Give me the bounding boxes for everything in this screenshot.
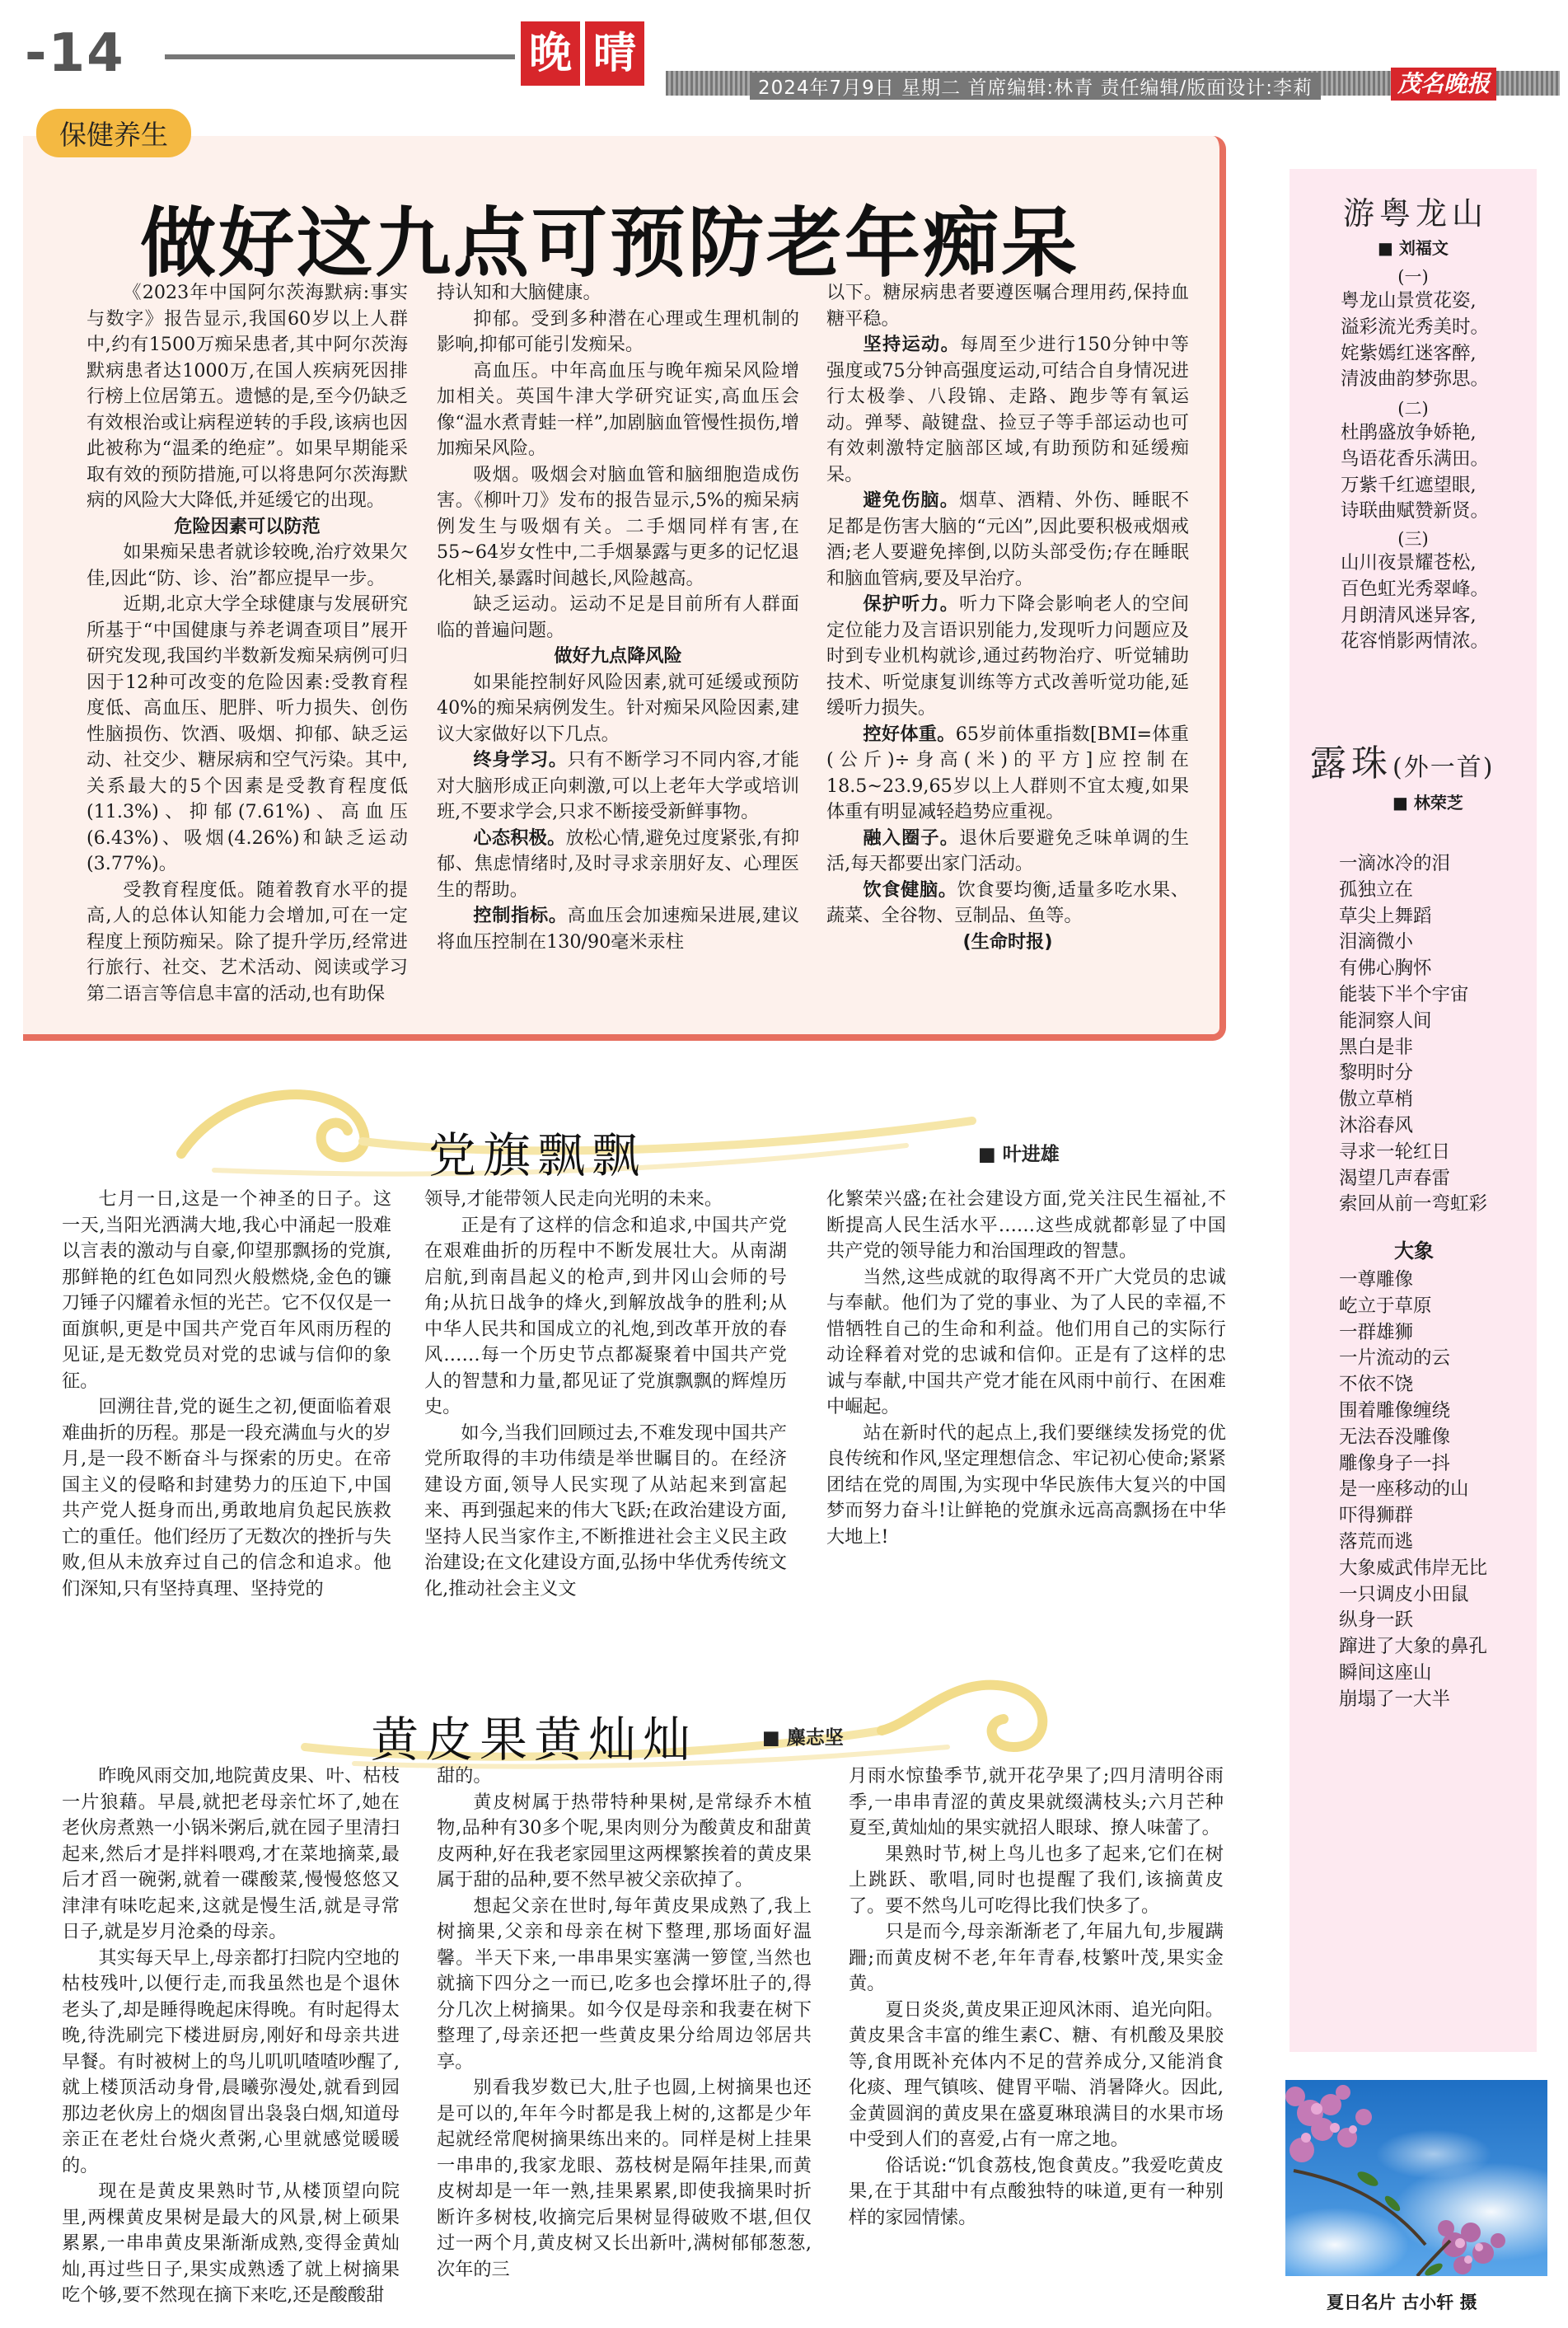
paragraph: 黄皮树属于热带特种果树,是常绿乔木植物,品种有30多个呢,果肉则分为酸黄皮和甜黄皮两种,好在我老家园里这两棵繁挨着的黄皮果属于甜的品种,要不然早被父亲砍掉了。 — [437, 1791, 812, 1890]
tip-text: 退休后要避免乏味单调的生活,每天都要出家门活动。 — [826, 827, 1190, 874]
poem-line: 围着雕像缠绕 — [1339, 1399, 1451, 1422]
tip-text: 每周至少进行150分钟中等强度或75分钟高强度运动,可结合自身情况进行太极拳、八段锦、走路、跑步等有氧运动。弹琴、敲键盘、捡豆子等手部运动也可有效刺激特定脑部区域,有助预防和延缓痴呆。 — [826, 334, 1189, 485]
paragraph: 如今,当我们回顾过去,不难发现中国共产党所取得的丰功伟绩是举世瞩目的。在经济建设方面,领导人民实现了从站起来到富起来、再到强起来的伟大飞跃;在政治建设方面,坚持人民当家作主,不断推进社会主义民主政治建设;在文化建设方面,弘扬中华优秀传统文化,推动社会主义文 — [424, 1422, 787, 1600]
photo-caption: 夏日名片 古小轩 摄 — [1327, 2293, 1477, 2312]
paragraph: 俗话说:“饥食荔枝,饱食黄皮。”我爱吃黄皮果,在于其甜中有点酸独特的味道,更有一种别样的家园情愫。 — [849, 2154, 1224, 2228]
poem-2-title-suffix: (外一首) — [1392, 753, 1495, 782]
poem-line: 无法吞没雕像 — [1339, 1426, 1451, 1448]
poem-2-author: ■ 林荣芝 — [1392, 789, 1463, 813]
poem-line: 鸟语花香乐满田。 — [1341, 447, 1490, 470]
subheading: 做好九点降风险 — [554, 645, 682, 667]
tip-item — [826, 332, 1189, 488]
poem-line: 黎明时分 — [1339, 1062, 1414, 1084]
tip-item — [437, 903, 799, 955]
section-name — [521, 21, 644, 86]
poem-3-body — [1339, 1267, 1487, 1713]
stanza-number: (一) — [1397, 267, 1429, 287]
tip-item — [826, 826, 1189, 878]
poem-line: 渴望几声春雷 — [1339, 1167, 1451, 1189]
paragraph: 吸烟。吸烟会对脑血管和脑细胞造成伤害。《柳叶刀》发布的报告显示,5%的痴呆病例发生与吸烟有关。二手烟同样有害,在55~64岁女性中,二手烟暴露与更多的记忆退化相关,暴露时间越长,风险越高。 — [437, 463, 799, 589]
poem-line: 瞬间这座山 — [1339, 1661, 1432, 1684]
poem-line: 傲立草梢 — [1339, 1089, 1414, 1111]
tip-text: 饮食要均衡,适量多吃水果、蔬菜、全谷物、豆制品、鱼等。 — [826, 878, 1189, 926]
stanza — [1341, 550, 1489, 655]
header-rule — [165, 54, 515, 59]
fruit-col-2 — [437, 1764, 812, 2283]
paragraph: 站在新时代的起点上,我们要继续发扬党的优良传统和作风,坚定理想信念、牢记初心使命;紧紧团结在党的周围,为实现中华民族伟大复兴的中国梦而努力奋斗!让鲜艳的党旗永远高高飘扬在中华大地上! — [826, 1422, 1226, 1548]
poem-line: 雕像身子一抖 — [1339, 1452, 1451, 1474]
poem-line: 落荒而逃 — [1339, 1530, 1414, 1553]
poem-line: 草尖上舞蹈 — [1339, 905, 1432, 927]
poem-line: 能装下半个宇宙 — [1339, 983, 1469, 1005]
poem-line: 一滴冰冷的泪 — [1339, 853, 1451, 874]
stanza — [1341, 288, 1489, 393]
tip-key: 融入圈子。 — [863, 827, 960, 849]
paragraph: 昨晚风雨交加,地院黄皮果、叶、枯枝一片狼藉。早晨,就把老母亲忙坏了,她在老伙房煮熟一小锅米粥后,就在园子里清扫起来,然后才是拌料喂鸡,才在菜地摘菜,最后才舀一碗粥,就着一碟酸菜,慢慢悠悠又津津有味吃起来,这就是慢生活,就是寻常日子,就是岁月沧桑的母亲。 — [62, 1765, 400, 1942]
tip-key: 坚持运动。 — [863, 334, 961, 355]
party-col-1 — [62, 1187, 391, 1602]
health-col-3 — [826, 280, 1189, 955]
paragraph: 甜的。 — [437, 1765, 492, 1787]
tip-text: 烟草、酒精、外伤、睡眠不足都是伤害大脑的“元凶”,因此要积极戒烟戒酒;老人要避免摔倒,以防头部受伤;存在睡眠和脑血管病,要及早治疗。 — [826, 489, 1190, 589]
tip-key: 避免伤脑。 — [863, 489, 960, 511]
paragraph: 夏日炎炎,黄皮果正迎风沐雨、追光向阳。黄皮果含丰富的维生素C、糖、有机酸及果胶等,食用既补充体内不足的营养成分,又能消食化痰、理气镇咳、健胃平喘、消暑降火。因此,金黄圆润的黄皮果在盛夏琳琅满目的水果市场中受到人们的喜爱,占有一席之地。 — [849, 1998, 1224, 2150]
poem-line: 花容悄影两情浓。 — [1341, 630, 1490, 653]
poem-1-title: 游粤龙山 — [1343, 195, 1489, 232]
paragraph: 只是而今,母亲渐渐老了,年届九旬,步履蹒跚;而黄皮树不老,年年青春,枝繁叶茂,果实金黄。 — [849, 1921, 1224, 1994]
poem-line: 纵身一跃 — [1339, 1609, 1414, 1632]
poem-1-author: ■ 刘福文 — [1378, 235, 1449, 259]
poem-line: 是一座移动的山 — [1339, 1478, 1469, 1501]
tip-key: 终身学习。 — [473, 749, 568, 771]
paragraph: 现在是黄皮果熟时节,从楼顶望向院里,两棵黄皮果树是最大的风景,树上硕果累累,一串串黄皮果渐渐成熟,变得金黄灿灿,再过些日子,果实成熟透了就上树摘果吃个够,要不然现在摘下来吃,还是酸酸甜 — [62, 2180, 400, 2306]
paragraph: 缺乏运动。运动不足是目前所有人群面临的普遍问题。 — [437, 593, 799, 641]
poem-line: 黑白是非 — [1339, 1036, 1414, 1058]
header-meta: 2024年7月9日 星期二 首席编辑:林青 责任编辑/版面设计:李莉 — [750, 73, 1321, 100]
poem-line: 不依不饶 — [1339, 1374, 1414, 1396]
tip-text: 65岁前体重指数[BMI=体重(公斤)÷身高(米)的平方]应控制在18.5~23.9,65岁以上人群则不宜太瘦,如果体重有明显减轻趋势应重视。 — [826, 723, 1189, 822]
stanza-number: (三) — [1397, 529, 1429, 549]
poem-line: 蹿进了大象的鼻孔 — [1339, 1636, 1488, 1658]
poem-line: 屹立于草原 — [1339, 1295, 1432, 1317]
stanza — [1341, 420, 1489, 525]
poem-line: 一只调皮小田鼠 — [1339, 1583, 1469, 1605]
poem-line: 一群雄狮 — [1339, 1321, 1414, 1343]
poem-line: 沐浴春风 — [1339, 1114, 1414, 1136]
poem-2-title — [1310, 733, 1494, 786]
source: (生命时报) — [962, 930, 1053, 953]
health-col-2 — [437, 280, 799, 955]
paragraph: 抑郁。受到多种潜在心理或生理机制的影响,抑郁可能引发痴呆。 — [437, 307, 799, 355]
poem-line: 溢彩流光秀美时。 — [1341, 316, 1490, 338]
fruit-author: ■ 麋志坚 — [762, 1722, 844, 1750]
tip-key: 控好体重。 — [863, 723, 956, 745]
tip-key: 控制指标。 — [473, 905, 568, 926]
stanza-number: (二) — [1397, 399, 1429, 419]
tip-item — [826, 592, 1189, 722]
poem-line: 能洞察人间 — [1339, 1009, 1432, 1032]
poem-line: 杜鹃盛放争娇艳, — [1341, 422, 1477, 443]
party-col-2 — [424, 1187, 787, 1602]
poem-line: 大象威武伟岸无比 — [1339, 1557, 1488, 1579]
poem-2-body — [1339, 851, 1487, 1218]
tip-item — [826, 878, 1189, 930]
fruit-title: 黄皮果黄灿灿 — [371, 1712, 698, 1768]
paragraph: 果熟时节,树上鸟儿也多了起来,它们在树上跳跃、歌唱,同时也提醒了我们,该摘黄皮了。要不然鸟儿可吃得比我们快多了。 — [849, 1843, 1224, 1917]
poem-line: 一尊雕像 — [1339, 1269, 1414, 1290]
paragraph: 化繁荣兴盛;在社会建设方面,党关注民生福祉,不断提高人民生活水平……这些成就都彰显了中国共产党的领导能力和治国理政的智慧。 — [826, 1188, 1226, 1262]
paragraph: 当然,这些成就的取得离不开广大党员的忠诚与奉献。他们为了党的事业、为了人民的幸福,不惜牺牲自己的生命和利益。他们用自己的实际行动诠释着对党的忠诚和信仰。正是有了这样的忠诚与奉献,中国共产党才能在风雨中前行、在困难中崛起。 — [826, 1266, 1226, 1417]
section-char: 晴 — [585, 21, 644, 86]
paragraph: 七月一日,这是一个神圣的日子。这一天,当阳光洒满大地,我心中涌起一股难以言表的激动与自豪,仰望那飘扬的党旗,那鲜艳的红色如同烈火般燃烧,金色的镰刀锤子闪耀着永恒的光芒。它不仅仅是一面旗帜,更是中国共产党百年风雨历程的见证,是无数党员对党的忠诚与信仰的象征。 — [62, 1188, 391, 1392]
poem-line: 孤独立在 — [1339, 878, 1414, 901]
party-title: 党旗飘飘 — [428, 1127, 647, 1183]
fruit-col-3 — [849, 1764, 1224, 2231]
paragraph: 正是有了这样的信念和追求,中国共产党在艰难曲折的历程中不断发展壮大。从南湖启航,到南昌起义的枪声,到井冈山会师的号角;从抗日战争的烽火,到解放战争的胜利;从中华人民共和国成立的礼炮,到改革开放的春风……每一个历史节点都凝聚着中国共产党人的智慧和力量,都见证了党旗飘飘的辉煌历史。 — [424, 1214, 787, 1417]
poem-line: 百色虹光秀翠峰。 — [1341, 578, 1490, 600]
poem-line: 月朗清风迷异客, — [1341, 604, 1477, 626]
paragraph: 想起父亲在世时,每年黄皮果成熟了,我上树摘果,父亲和母亲在树下整理,那场面好温馨。半天下来,一串串果实塞满一箩筐,当然也就摘下四分之一而已,吃多也会撑坏肚子的,得分几次上树摘果。如今仅是母亲和我妻在树下整理了,母亲还把一些黄皮果分给周边邻居共享。 — [437, 1895, 812, 2073]
poem-2-title-main: 露珠 — [1310, 742, 1392, 785]
paragraph: 《2023年中国阿尔茨海默病:事实与数字》报告显示,我国60岁以上人群中,约有1500万痴呆患者,其中阿尔茨海默病患者达1000万,在国人疾病死因排行榜上位居第五。遗憾的是,至今仍缺乏有效根治或让病程逆转的手段,该病也因此被称为“温柔的绝症”。如果早期能采取有效的预防措施,可以将患阿尔茨海默病的风险大大降低,并延缓它的出现。 — [87, 282, 408, 511]
section-char: 晚 — [521, 21, 580, 86]
health-title: 做好这九点可预防老年痴呆 — [140, 199, 1080, 288]
paragraph: 如果能控制好风险因素,就可延缓或预防40%的痴呆病例发生。针对痴呆风险因素,建议大家做好以下几点。 — [437, 671, 799, 745]
tip-key: 保护听力。 — [863, 593, 960, 615]
paragraph: 持认知和大脑健康。 — [437, 282, 601, 303]
paragraph: 高血压。中年高血压与晚年痴呆风险增加相关。英国牛津大学研究证实,高血压会像“温水煮青蛙一样”,加剧脑血管慢性损伤,增加痴呆风险。 — [437, 359, 799, 459]
paragraph: 其实每天早上,母亲都打扫院内空地的枯枝残叶,以便行走,而我虽然也是个退休老头了,却是睡得晚起床得晚。有时起得太晚,待洗刷完下楼进厨房,刚好和母亲共进早餐。有时被树上的鸟儿叽叽喳喳吵醒了,就上楼顶活动身骨,晨曦弥漫处,就看到园那边老伙房上的烟囱冒出袅袅白烟,知道母亲正在老灶台烧火煮粥,心里就感觉暖暖的。 — [62, 1946, 400, 2176]
poem-line: 诗联曲赋赞新贤。 — [1341, 500, 1490, 522]
poem-line: 寻求一轮红日 — [1339, 1141, 1451, 1163]
fruit-col-1 — [62, 1764, 400, 2309]
paragraph: 受教育程度低。随着教育水平的提高,人的总体认知能力会增加,可在一定程度上预防痴呆。除了提升学历,经常进行旅行、社交、艺术活动、阅读或学习第二语言等信息丰富的活动,也有助保 — [87, 878, 408, 1005]
tip-item — [437, 747, 799, 826]
paragraph: 别看我岁数已大,肚子也圆,上树摘果也还是可以的,年年今时都是我上树的,这都是少年起就经常爬树摘果练出来的。同样是树上挂果一串串的,我家龙眼、荔枝树是隔年挂果,而黄皮树却是一年一熟,挂果累累,即使我摘果时折断许多树枝,收摘完后果树显得破败不堪,但仅过一两个月,黄皮树又长出新叶,满树郁郁葱葱,次年的三 — [437, 2077, 812, 2280]
health-tag: 保健养生 — [36, 109, 191, 157]
poem-3-title: 大象 — [1394, 1239, 1434, 1262]
tip-key: 心态积极。 — [473, 827, 566, 849]
flower-photo — [1285, 2080, 1547, 2276]
poem-line: 崩塌了一大半 — [1339, 1688, 1451, 1710]
paragraph: 如果痴呆患者就诊较晚,治疗效果欠佳,因此“防、诊、治”都应提早一步。 — [87, 541, 408, 589]
tip-text: 高血压会加速痴呆进展,建议将血压控制在130/90毫米汞柱 — [437, 905, 799, 953]
paragraph: 回溯往昔,党的诞生之初,便面临着艰难曲折的历程。那是一段充满血与火的岁月,是一段不断奋斗与探索的历史。在帝国主义的侵略和封建势力的压迫下,中国共产党人挺身而出,勇敢地肩负起民族救亡的重任。他们经历了无数次的挫折与失败,但从未放弃过自己的信念和追求。他们深知,只有坚持真理、坚持党的 — [62, 1396, 391, 1600]
tip-text: 听力下降会影响老人的空间定位能力及言语识别能力,发现听力问题应及时到专业机构就诊,通过药物治疗、听觉辅助技术、听觉康复训练等方式改善听觉功能,延缓听力损失。 — [826, 593, 1190, 719]
poem-line: 山川夜景耀苍松, — [1341, 552, 1477, 574]
paragraph: 月雨水惊蛰季节,就开花孕果了;四月清明谷雨季,一串串青涩的黄皮果就缀满枝头;六月芒种夏至,黄灿灿的果实就招人眼球、撩人味蕾了。 — [849, 1765, 1224, 1839]
paper-logo: 茂名晚报 — [1391, 68, 1496, 101]
paragraph: 近期,北京大学全球健康与发展研究所基于“中国健康与养老调查项目”展开研究发现,我国约半数新发痴呆病例可归因于12种可改变的危险因素:受教育程度低、高血压、肥胖、听力损失、创伤性脑损伤、饮酒、吸烟、抑郁、缺乏运动、社交少、糖尿病和空气污染。其中,关系最大的5个因素是受教育程度低(11.3%)、抑郁(7.61%)、高血压(6.43%)、吸烟(4.26%)和缺乏运动(3.77%)。 — [87, 593, 408, 874]
poem-line: 索回从前一弯虹彩 — [1339, 1193, 1488, 1216]
poem-line: 有佛心胸怀 — [1339, 958, 1432, 980]
poem-line: 姹紫嫣红迷客醉, — [1341, 342, 1477, 364]
page-number: -14 — [25, 23, 125, 84]
poem-line: 万紫千红遮望眼, — [1341, 474, 1477, 496]
tip-item — [826, 488, 1189, 592]
tip-text: 只有不断学习不同内容,才能对大脑形成正向刺激,可以上老年大学或培训班,不要求学会,只求不断接受新鲜事物。 — [437, 749, 799, 822]
poem-line: 吓得狮群 — [1339, 1505, 1414, 1527]
party-col-3 — [826, 1187, 1226, 1550]
health-col-1 — [87, 280, 408, 1007]
paragraph: 领导,才能带领人民走向光明的未来。 — [424, 1188, 723, 1210]
party-author: ■ 叶进雄 — [978, 1139, 1060, 1166]
paragraph: 以下。糖尿病患者要遵医嘱合理用药,保持血糖平稳。 — [826, 282, 1189, 330]
tip-key: 饮食健脑。 — [863, 878, 957, 901]
tip-item — [437, 826, 799, 904]
subheading: 危险因素可以防范 — [174, 515, 321, 537]
tip-text: 放松心情,避免过度紧张,有抑郁、焦虑情绪时,及时寻求亲朋好友、心理医生的帮助。 — [437, 827, 800, 901]
tip-item — [826, 722, 1189, 826]
poem-line: 清波曲韵梦弥思。 — [1341, 368, 1490, 391]
poem-line: 一片流动的云 — [1339, 1347, 1451, 1370]
poem-line: 粤龙山景赏花姿, — [1341, 290, 1477, 311]
poem-line: 泪滴微小 — [1339, 931, 1414, 953]
